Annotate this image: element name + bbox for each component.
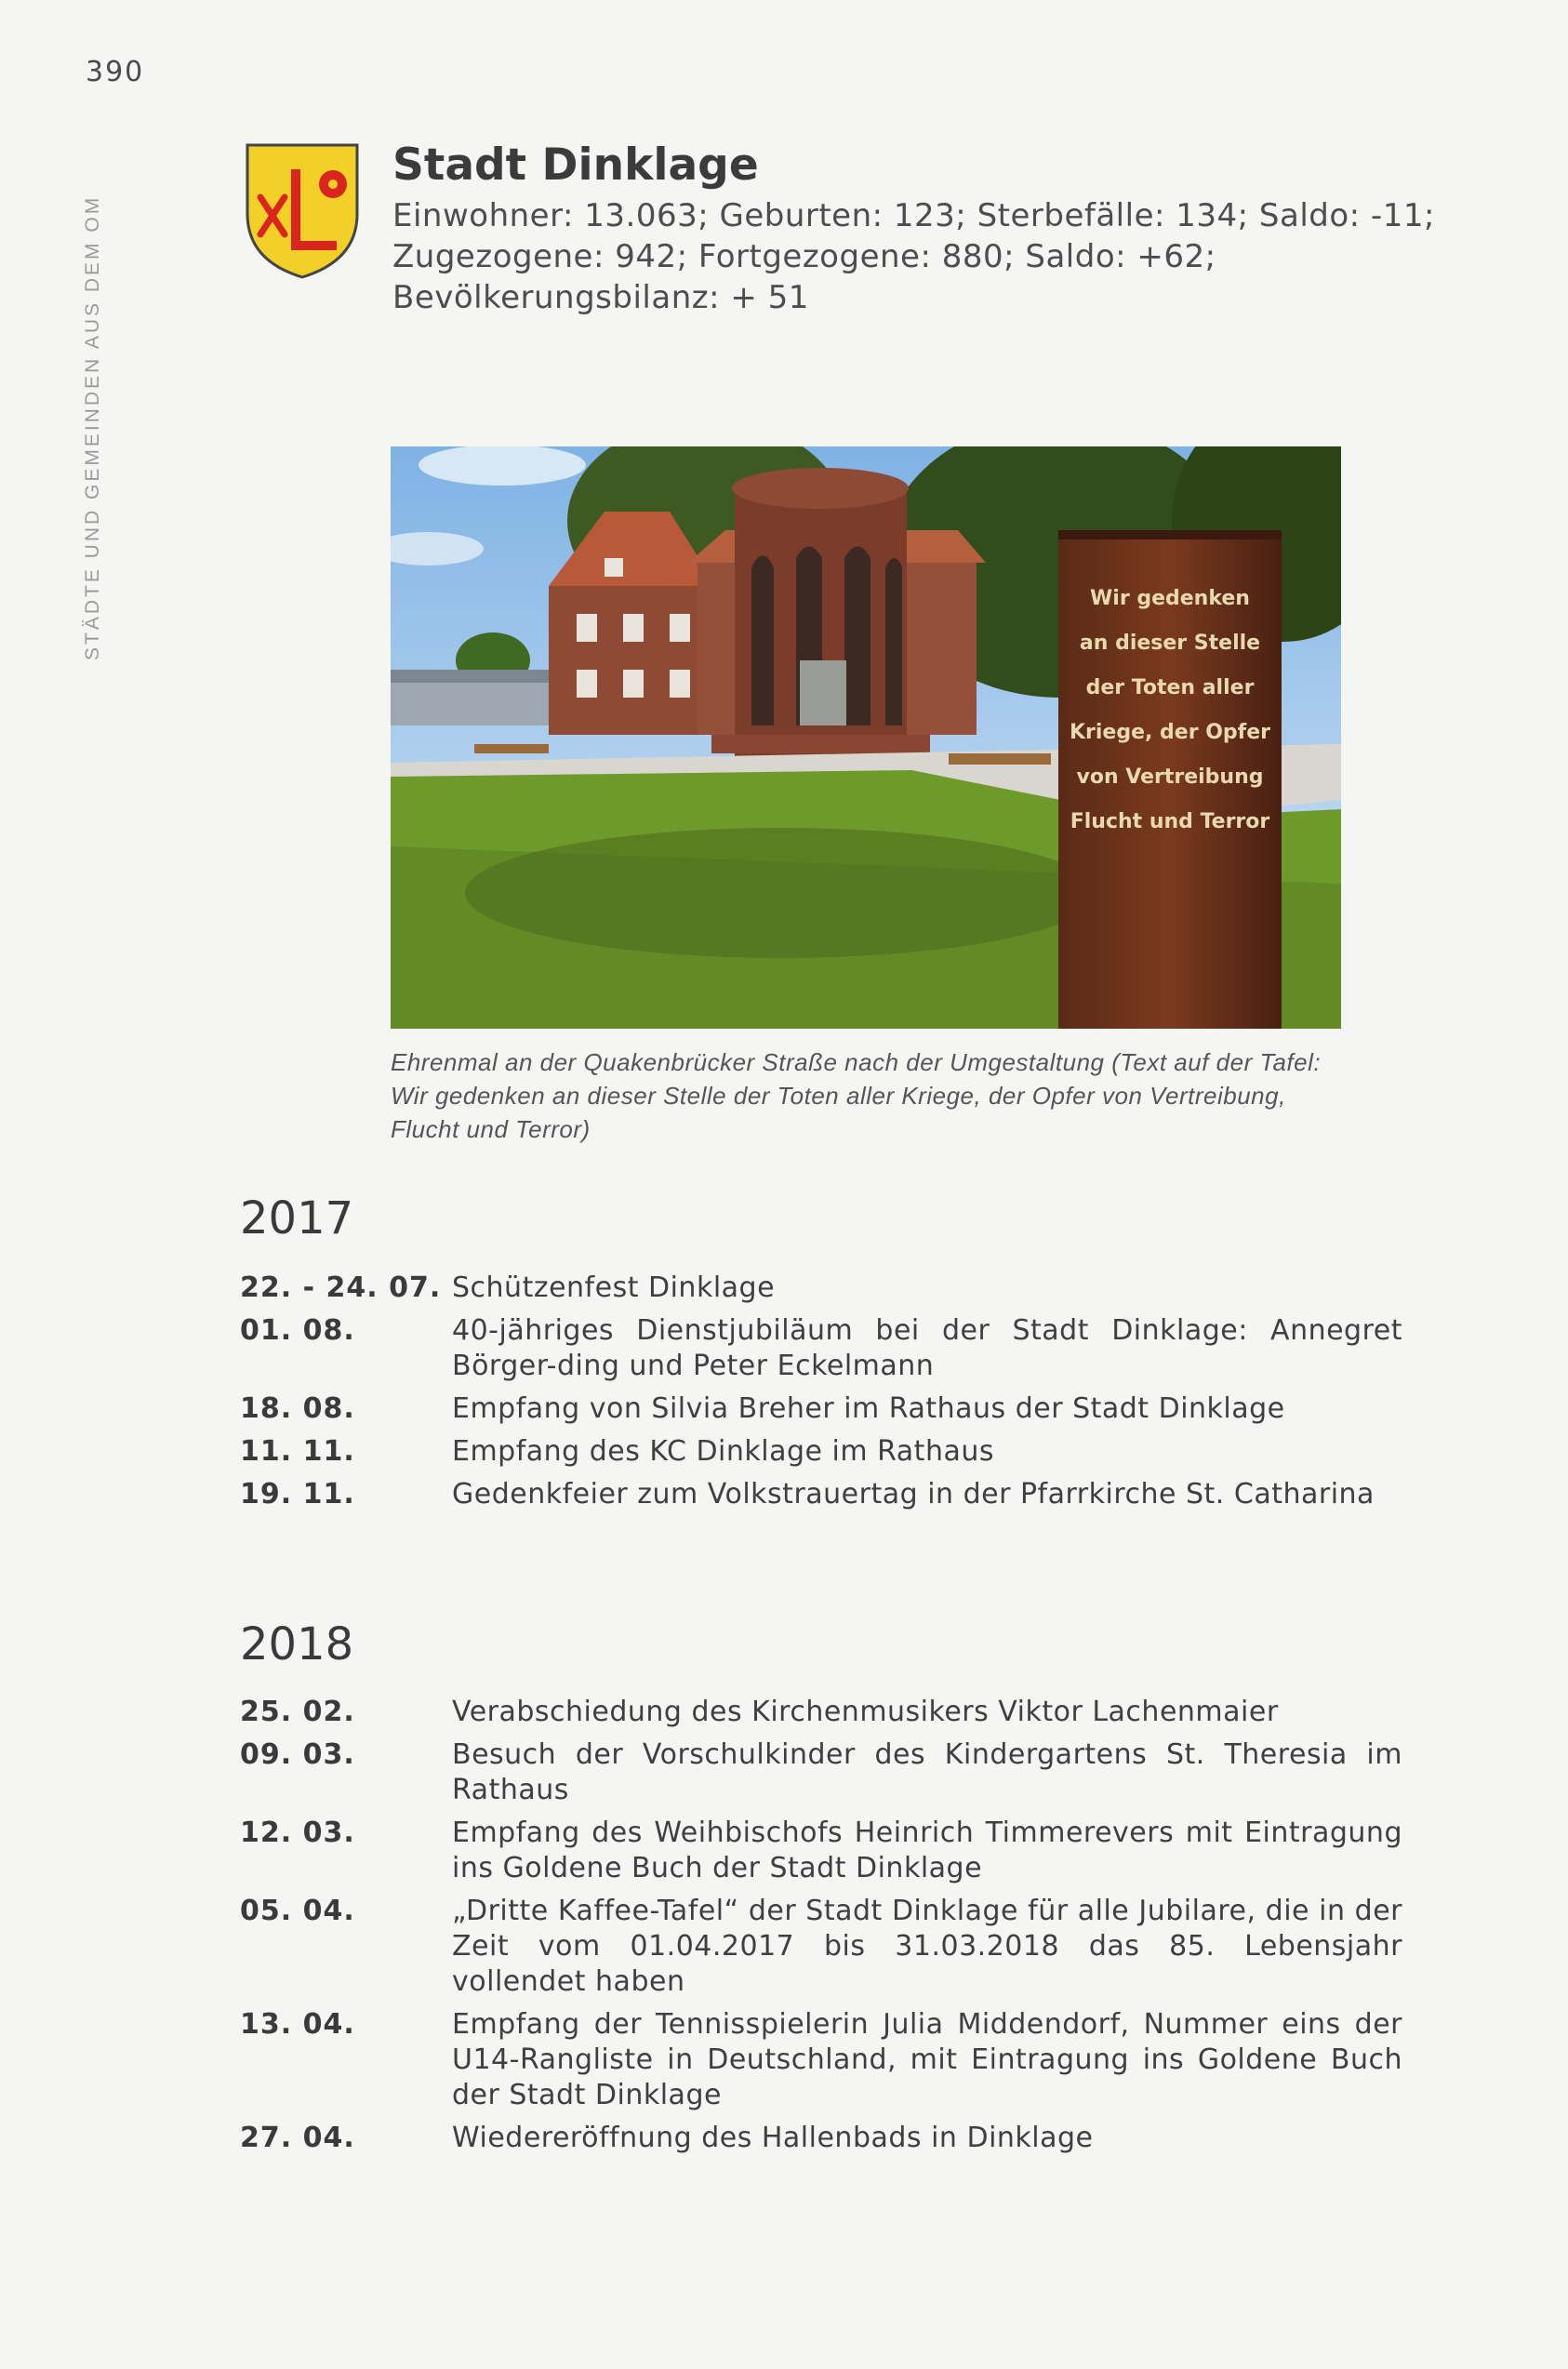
plaque-line: von Vertreibung (1076, 765, 1264, 789)
entry-date: 13. 04. (240, 2008, 355, 2041)
list-item (240, 1695, 1402, 1730)
coat-of-arms-icon (244, 141, 361, 281)
plaque-line: Kriege, der Opfer (1069, 721, 1271, 744)
plaque-line: Wir gedenken (1090, 587, 1250, 610)
entry-text: Verabschiedung des Kirchenmusikers Viktor Lachenmaier (452, 1696, 1279, 1728)
year-heading: 2018 (240, 1618, 354, 1670)
entry-text: Besuch der Vorschulkinder des Kindergartens St. Theresia im Rathaus (452, 1738, 1402, 1806)
entry-date: 19. 11. (240, 1478, 355, 1511)
page-number: 390 (86, 56, 145, 88)
entry-text: „Dritte Kaffee-Tafel“ der Stadt Dinklage für alle Jubilare, die in der Zeit vom 01.04.2017 bis 31.03.2018 das 85. Lebensjahr vollendet haben (452, 1895, 1402, 1998)
chronicle-2017 (240, 1271, 1402, 1520)
entry-text: Gedenkfeier zum Volkstrauertag in der Pfarrkirche St. Catharina (452, 1478, 1375, 1511)
list-item (240, 1477, 1402, 1512)
entry-date: 12. 03. (240, 1817, 355, 1849)
list-item (240, 1271, 1402, 1306)
chronicle-2018 (240, 1695, 1402, 2163)
year-heading: 2017 (240, 1192, 354, 1244)
entry-text: Wiedereröffnung des Hallenbads in Dinklage (452, 2122, 1094, 2154)
entry-text: Empfang des KC Dinklage im Rathaus (452, 1435, 994, 1468)
entry-date: 01. 08. (240, 1314, 355, 1347)
plaque-line: an dieser Stelle (1079, 632, 1261, 655)
entry-text: Empfang von Silvia Breher im Rathaus der Stadt Dinklage (452, 1392, 1285, 1425)
list-item (240, 2007, 1402, 2113)
town-title: Stadt Dinklage (392, 140, 759, 191)
plaque-line: Flucht und Terror (1070, 810, 1270, 833)
list-item (240, 1313, 1402, 1384)
entry-date: 22. - 24. 07. (240, 1271, 442, 1304)
entry-date: 11. 11. (240, 1435, 355, 1468)
entry-text: Empfang des Weihbischofs Heinrich Timmerevers mit Eintragung ins Goldene Buch der Stadt Dinklage (452, 1817, 1402, 1884)
entry-date: 25. 02. (240, 1696, 355, 1728)
stats-line: Zugezogene: 942; Fortgezogene: 880; Saldo: +62; (392, 238, 1216, 275)
entry-text: Schützenfest Dinklage (452, 1271, 776, 1304)
population-stats (392, 195, 1462, 318)
memorial-photo (391, 446, 1341, 1029)
list-item (240, 1894, 1402, 2000)
stats-line: Einwohner: 13.063; Geburten: 123; Sterbefälle: 134; Saldo: -11; (392, 197, 1435, 234)
town-header (392, 138, 1462, 318)
photo-caption: Ehrenmal an der Quakenbrücker Straße nach der Umgestaltung (Text auf der Tafel: Wir gedenken an dieser Stelle der Toten aller Kriege, der Opfer von Vertreibung, Flucht und Terror) (391, 1048, 1322, 1143)
entry-date: 27. 04. (240, 2122, 355, 2154)
entry-text: 40-jähriges Dienstjubiläum bei der Stadt Dinklage: Annegret Börger-ding und Peter Eckelmann (452, 1314, 1402, 1382)
list-item (240, 1391, 1402, 1427)
running-title: STÄDTE UND GEMEINDEN AUS DEM OM (82, 194, 103, 660)
list-item (240, 2121, 1402, 2156)
list-item (240, 1434, 1402, 1470)
entry-text: Empfang der Tennisspielerin Julia Middendorf, Nummer eins der U14-Rangliste in Deutschland, mit Eintragung ins Goldene Buch der Stadt Dinklage (452, 2008, 1402, 2111)
entry-date: 09. 03. (240, 1738, 355, 1771)
stats-line: Bevölkerungsbilanz: + 51 (392, 279, 809, 316)
list-item (240, 1816, 1402, 1886)
list-item (240, 1737, 1402, 1808)
entry-date: 05. 04. (240, 1895, 355, 1927)
plaque-line: der Toten aller (1085, 676, 1255, 699)
entry-date: 18. 08. (240, 1392, 355, 1425)
